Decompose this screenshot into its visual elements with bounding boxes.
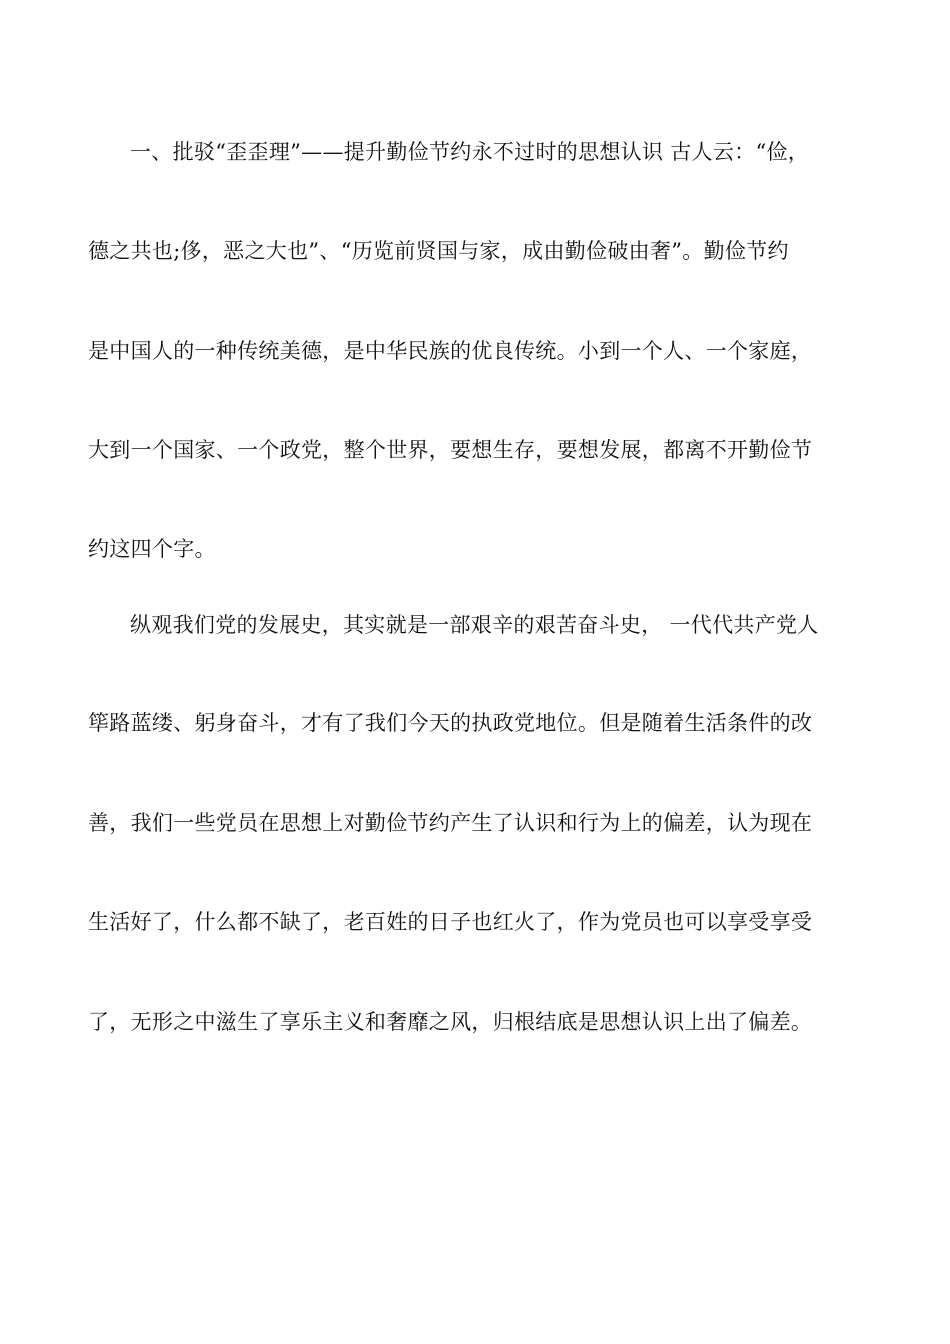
paragraph-2-line-2: 筚路蓝缕、躬身奋斗，才有了我们今天的执政党地位。但是随着生活条件的改 bbox=[88, 711, 813, 735]
paragraph-1-line-3: 是中国人的一种传统美德，是中华民族的优良传统。小到一个人、一个家庭， bbox=[88, 339, 813, 363]
paragraph-1-line-4: 大到一个国家、一个政党，整个世界，要想生存，要想发展，都离不开勤俭节 bbox=[88, 438, 813, 462]
paragraph-1-line-5: 约这四个字。 bbox=[88, 537, 216, 561]
paragraph-2-line-5: 了，无形之中滋生了享乐主义和奢靡之风，归根结底是思想认识上出了偏差。 bbox=[88, 1010, 813, 1034]
paragraph-1-line-2: 德之共也;侈，恶之大也”、“历览前贤国与家，成由勤俭破由奢”。勤俭节约 bbox=[88, 239, 789, 263]
paragraph-2-line-3: 善，我们一些党员在思想上对勤俭节约产生了认识和行为上的偏差，认为现在 bbox=[88, 811, 813, 835]
paragraph-1-line-1: 一、批驳“歪歪理”——提升勤俭节约永不过时的思想认识 古人云：“俭， bbox=[130, 140, 810, 164]
paragraph-2-line-1: 纵观我们党的发展史，其实就是一部艰辛的艰苦奋斗史， 一代代共产党人 bbox=[130, 613, 819, 637]
paragraph-2-line-4: 生活好了，什么都不缺了，老百姓的日子也红火了，作为党员也可以享受享受 bbox=[88, 910, 813, 934]
